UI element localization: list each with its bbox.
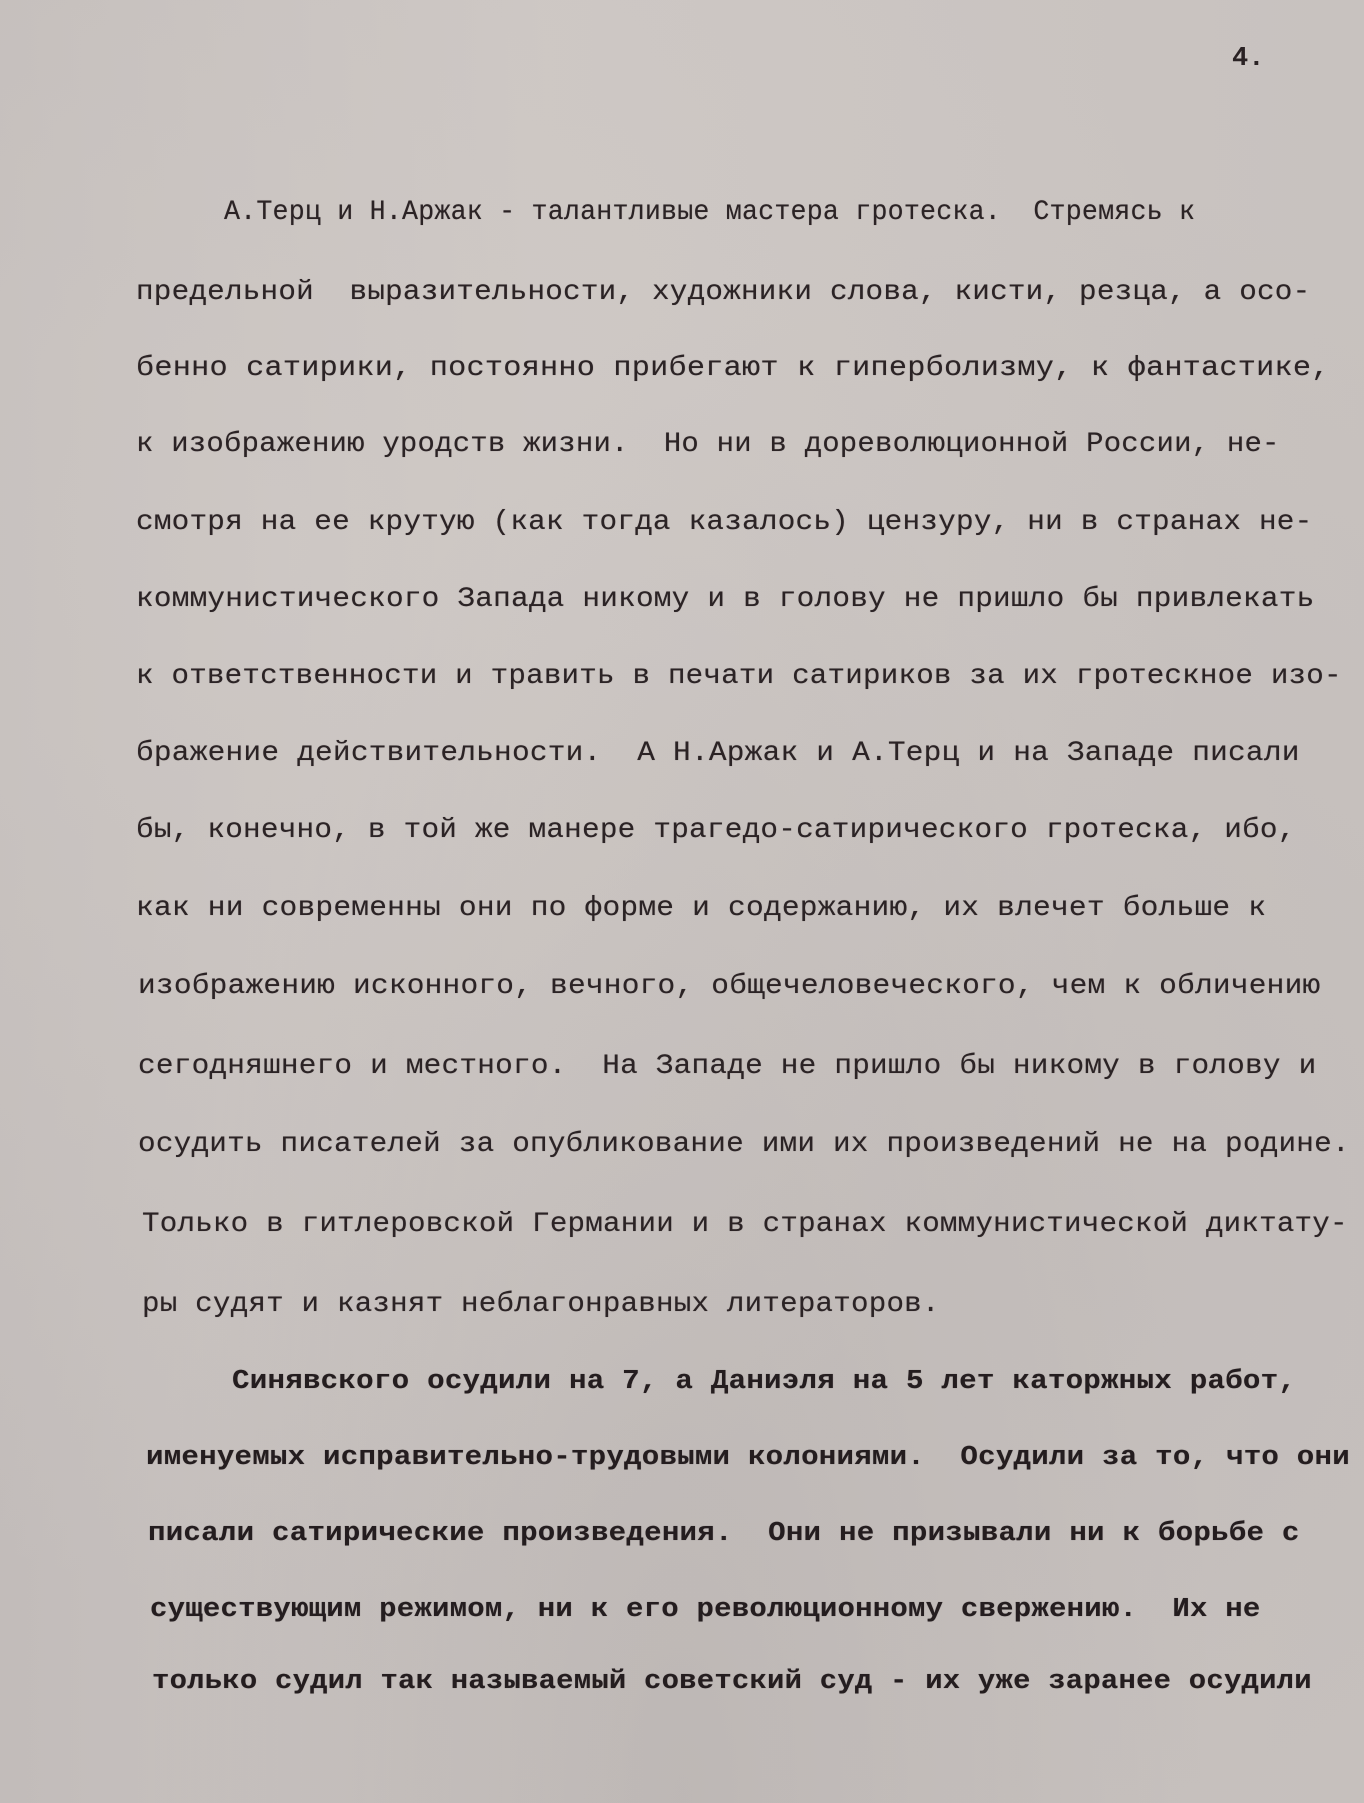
text-line: Только в гитлеровской Германии и в странах коммунистической диктату- <box>142 1209 1348 1240</box>
text-line: как ни современны они по форме и содержанию, их влечет больше к <box>136 893 1267 924</box>
text-line: ры судят и казнят неблагонравных литераторов. <box>142 1289 940 1320</box>
text-line: коммунистического Запада никому и в голову не пришло бы привлекать <box>136 584 1315 615</box>
text-line: писали сатирические произведения. Они не призывали ни к борьбе с <box>148 1518 1300 1548</box>
text-line: предельной выразительности, художники слова, кисти, резца, а осо- <box>136 277 1311 308</box>
text-line: бенно сатирики, постоянно прибегают к гиперболизму, к фантастике, <box>136 353 1330 384</box>
text-line: изображению исконного, вечного, общечеловеческого, чем к обличению <box>138 971 1321 1002</box>
text-line: осудить писателей за опубликование ими их произведений не на родине. <box>138 1129 1350 1160</box>
text-line: бражение действительности. А Н.Аржак и А.Терц и на Западе писали <box>136 738 1300 769</box>
text-line: сегодняшнего и местного. На Западе не пришло бы никому в голову и <box>138 1051 1317 1082</box>
text-line: к ответственности и травить в печати сатириков за их гротескное изо- <box>136 661 1342 692</box>
text-line: существующим режимом, ни к его революционному свержению. Их не <box>150 1594 1261 1624</box>
text-line: смотря на ее крутую (как тогда казалось) цензуру, ни в странах не- <box>136 507 1313 538</box>
text-line: только судил так называемый советский суд - их уже заранее осудили <box>152 1666 1312 1696</box>
text-line: бы, конечно, в той же манере трагедо-сатирического гротеска, ибо, <box>136 815 1296 846</box>
text-line: Синявского осудили на 7, а Даниэля на 5 лет каторжных работ, <box>232 1366 1297 1396</box>
text-line: к изображению уродств жизни. Но ни в дореволюционной России, не- <box>136 429 1280 460</box>
page-number: 4. <box>1232 44 1265 74</box>
text-line: А.Терц и Н.Аржак - талантливые мастера гротеска. Стремясь к <box>224 197 1196 228</box>
text-line: именуемых исправительно-трудовыми колониями. Осудили за то, что они <box>146 1442 1350 1472</box>
